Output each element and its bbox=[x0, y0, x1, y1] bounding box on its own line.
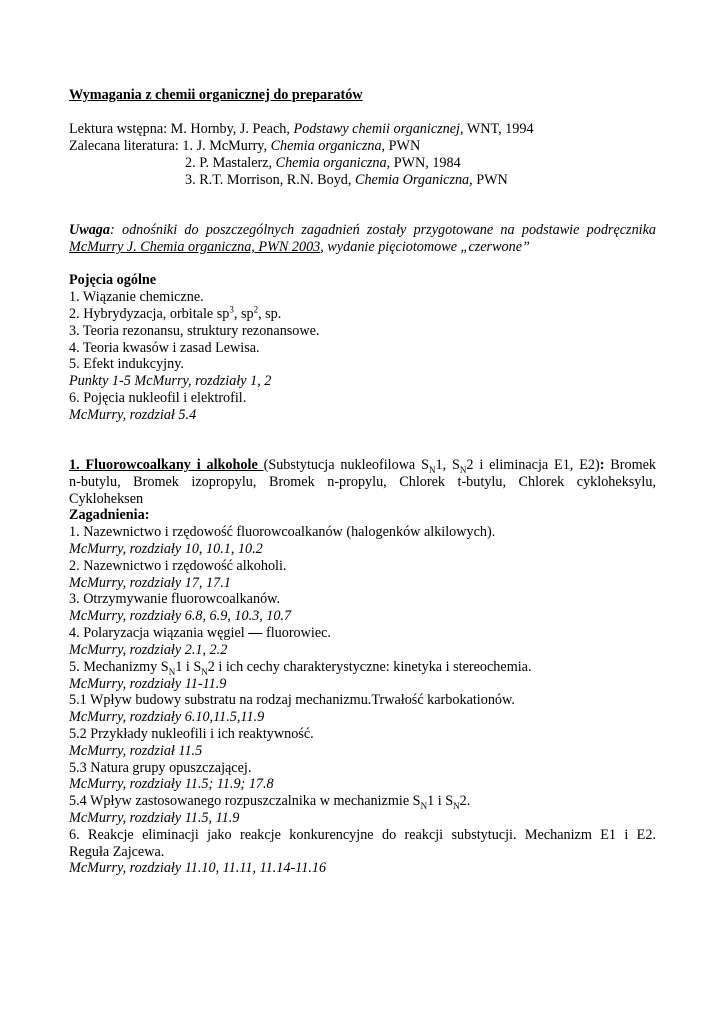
note-text: , wydanie pięciotomowe „czerwone” bbox=[320, 239, 530, 255]
literature-recommended-2 bbox=[185, 155, 461, 172]
topic-4-ref: McMurry, rozdziały 2.1, 2.2 bbox=[69, 642, 228, 658]
lit-book-title: Chemia Organiczna bbox=[355, 172, 470, 188]
note-line-1 bbox=[69, 222, 656, 239]
text: : bbox=[599, 457, 605, 473]
topic-6: 6. Reakcje eliminacji jako reakcje konkurencyjne do reakcji substytucji. Mechanizm E1 i E2. bbox=[69, 827, 656, 843]
subscript: N bbox=[168, 666, 176, 677]
topic-5-ref: McMurry, rozdziały 11-11.9 bbox=[69, 676, 227, 692]
superscript: 2 bbox=[253, 304, 259, 315]
topic-2-ref: McMurry, rozdziały 17, 17.1 bbox=[69, 575, 231, 591]
literature-recommended-3 bbox=[185, 172, 508, 189]
note-line-2 bbox=[69, 239, 530, 256]
text: Bromek bbox=[604, 457, 656, 473]
topic-5-3: 5.3 Natura grupy opuszczającej. bbox=[69, 760, 252, 776]
text: 1 i S bbox=[427, 793, 454, 809]
general-ref-1: Punkty 1-5 McMurry, rozdziały 1, 2 bbox=[69, 373, 272, 389]
text: 4. Polaryzacja wiązania węgiel bbox=[69, 625, 249, 641]
lit-text: 3. R.T. Morrison, R.N. Boyd, bbox=[185, 172, 355, 188]
superscript: 3 bbox=[229, 304, 234, 315]
text: 2 i ich cechy charakterystyczne: kinetyka i stereochemia. bbox=[207, 659, 532, 675]
topic-3: 3. Otrzymywanie fluorowcoalkanów. bbox=[69, 591, 281, 607]
text: , sp bbox=[233, 306, 254, 322]
topic-5-2-ref: McMurry, rozdział 11.5 bbox=[69, 743, 203, 759]
lit-text: PWN, 1984 bbox=[390, 155, 461, 171]
text: 5. Mechanizmy S bbox=[69, 659, 169, 675]
text: fluorowiec. bbox=[262, 625, 331, 641]
topic-5-4 bbox=[69, 793, 470, 810]
note-label: Uwaga bbox=[69, 222, 110, 238]
subscript: N bbox=[201, 666, 208, 677]
topic-1-ref: McMurry, rozdziały 10, 10.1, 10.2 bbox=[69, 541, 263, 557]
general-heading: Pojęcia ogólne bbox=[69, 272, 157, 288]
topic-5 bbox=[69, 659, 532, 676]
section1-heading-line bbox=[69, 457, 656, 474]
topic-5-4-ref: McMurry, rozdziały 11.5, 11.9 bbox=[69, 810, 240, 826]
general-item-1: 1. Wiązanie chemiczne. bbox=[69, 289, 204, 305]
section1-compounds-line: n-butylu, Bromek izopropylu, Bromek n-propylu, Chlorek t-butylu, Chlorek cykloheksylu, bbox=[69, 474, 656, 490]
general-item-6: 6. Pojęcia nukleofil i elektrofil. bbox=[69, 390, 247, 406]
topic-2: 2. Nazewnictwo i rzędowość alkoholi. bbox=[69, 558, 287, 574]
text: 1 i S bbox=[175, 659, 202, 675]
text: 2. bbox=[459, 793, 471, 809]
text: 2. Hybrydyzacja, orbitale sp bbox=[69, 306, 230, 322]
section1-compounds-line-end: Cykloheksen bbox=[69, 491, 144, 507]
lit-book-title: Podstawy chemii organicznej, bbox=[293, 121, 464, 137]
section1-heading: 1. Fluorowcoalkany i alkohole bbox=[69, 457, 264, 473]
subscript: N bbox=[428, 464, 436, 475]
lit-book-title: Chemia organiczna, bbox=[275, 155, 391, 171]
lit-text: PWN bbox=[385, 138, 421, 154]
lit-text: Lektura wstępna: M. Hornby, J. Peach, bbox=[69, 121, 294, 137]
literature-intro bbox=[69, 121, 534, 138]
subscript: N bbox=[420, 800, 428, 811]
topic-6-ref: McMurry, rozdziały 11.10, 11.11, 11.14-11.16 bbox=[69, 860, 327, 876]
topic-6-cont: Reguła Zajcewa. bbox=[69, 844, 165, 860]
general-item-2 bbox=[69, 306, 281, 323]
bond-dash: — bbox=[248, 625, 263, 641]
document-title: Wymagania z chemii organicznej do preparatów bbox=[69, 87, 363, 103]
topic-4 bbox=[69, 625, 331, 642]
general-item-3: 3. Teoria rezonansu, struktury rezonansowe. bbox=[69, 323, 320, 339]
lit-book-title: Chemia organiczna, bbox=[270, 138, 386, 154]
topic-5-1: 5.1 Wpływ budowy substratu na rodzaj mechanizmu.Trwałość karbokationów. bbox=[69, 692, 515, 708]
text: (Substytucja nukleofilowa S bbox=[263, 457, 429, 473]
topic-3-ref: McMurry, rozdziały 6.8, 6.9, 10.3, 10.7 bbox=[69, 608, 292, 624]
general-ref-2: McMurry, rozdział 5.4 bbox=[69, 407, 197, 423]
topic-5-2: 5.2 Przykłady nukleofili i ich reaktywność. bbox=[69, 726, 314, 742]
topic-5-3-ref: McMurry, rozdziały 11.5; 11.9; 17.8 bbox=[69, 776, 274, 792]
topic-5-1-ref: McMurry, rozdziały 6.10,11.5,11.9 bbox=[69, 709, 265, 725]
text: 1, S bbox=[435, 457, 460, 473]
general-item-5: 5. Efekt indukcyjny. bbox=[69, 356, 184, 372]
text: , sp. bbox=[258, 306, 282, 322]
topics-heading: Zagadnienia: bbox=[69, 507, 150, 523]
topic-1: 1. Nazewnictwo i rzędowość fluorowcoalkanów (halogenków alkilowych). bbox=[69, 524, 496, 540]
literature-recommended-1 bbox=[69, 138, 420, 155]
lit-text: , PWN bbox=[469, 172, 508, 188]
subscript: N bbox=[453, 800, 460, 811]
lit-text: WNT, 1994 bbox=[463, 121, 534, 137]
subscript: N bbox=[459, 464, 467, 475]
general-item-4: 4. Teoria kwasów i zasad Lewisa. bbox=[69, 340, 260, 356]
note-text: : odnośniki do poszczególnych zagadnień zostały przygotowane na podstawie podręcznika bbox=[110, 222, 656, 238]
text: 5.4 Wpływ zastosowanego rozpuszczalnika w mechanizmie S bbox=[69, 793, 421, 809]
lit-text: Zalecana literatura: 1. J. McMurry, bbox=[69, 138, 271, 154]
text: 2 i eliminacja E1, E2) bbox=[466, 457, 600, 473]
lit-text: 2. P. Mastalerz, bbox=[185, 155, 276, 171]
note-reference: McMurry J. Chemia organiczna, PWN 2003 bbox=[69, 239, 321, 255]
